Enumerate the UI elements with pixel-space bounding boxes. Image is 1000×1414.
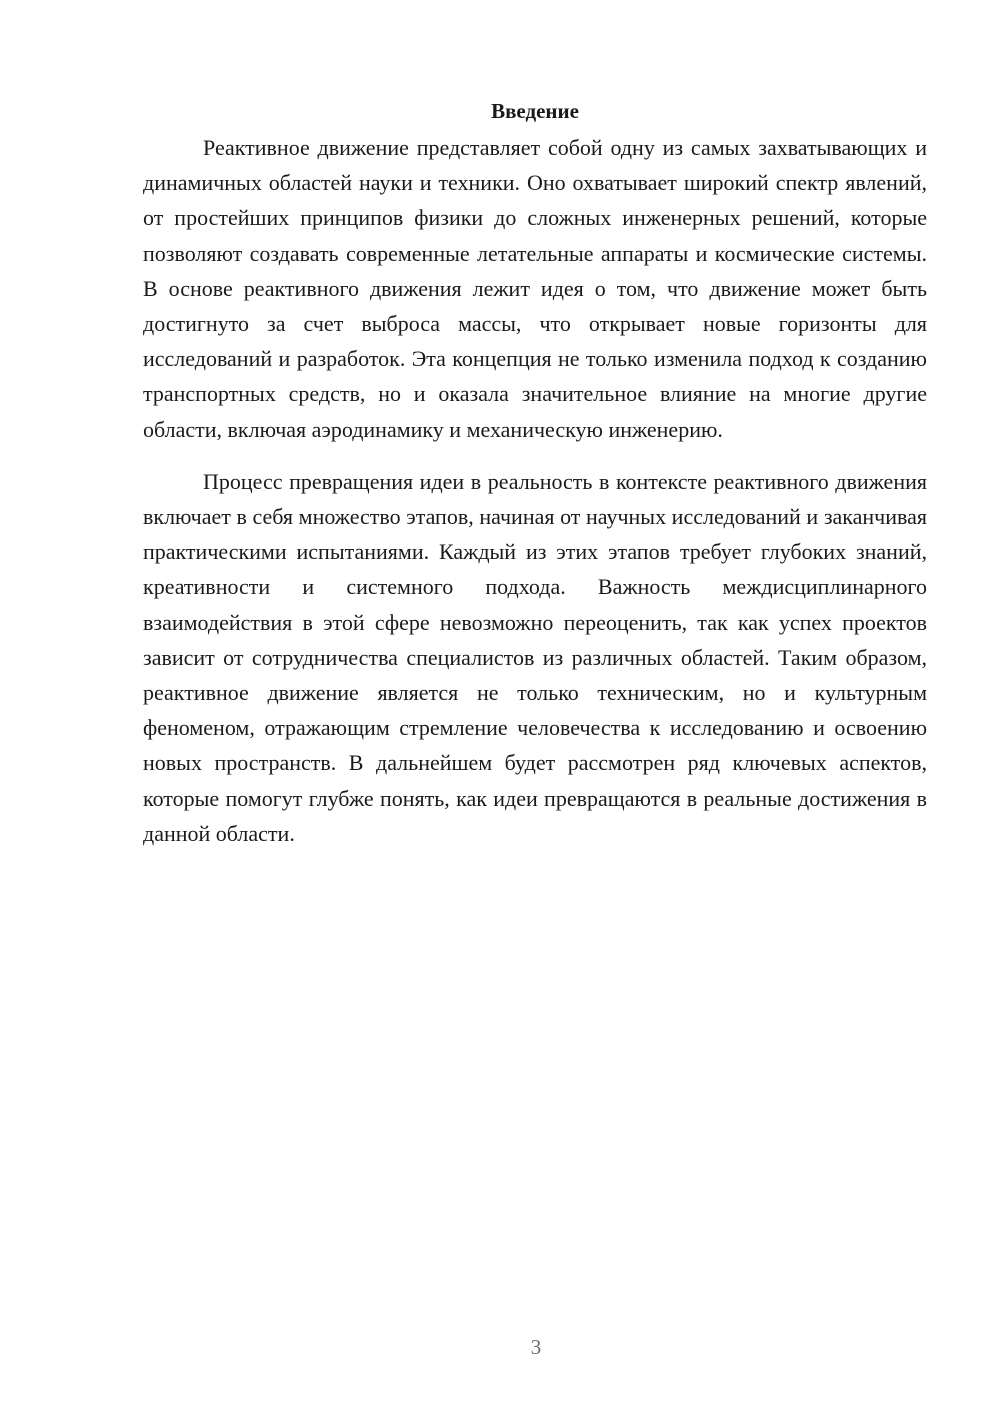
page-number: 3 xyxy=(530,1335,542,1359)
page-content xyxy=(143,96,927,851)
body-paragraph-1: Реактивное движение представляет собой одну из самых захватывающих и динамичных областей науки и техники. Оно охватывает широкий спектр явлений, от простейших принципов физики до сложных инженерных решений, которые позволяют создавать современные летательные аппараты и космические системы. В основе реактивного движения лежит идея о том, что движение может быть достигнуто за счет выброса массы, что открывает новые горизонты для исследований и разработок. Эта концепция не только изменила подход к созданию транспортных средств, но и оказала значительное влияние на многие другие области, включая аэродинамику и механическую инженерию. xyxy=(143,135,927,442)
section-title: Введение xyxy=(491,99,579,123)
body-paragraph-2: Процесс превращения идеи в реальность в контексте реактивного движения включает в себя множество этапов, начиная от научных исследований и заканчивая практическими испытаниями. Каждый из этих этапов требует глубоких знаний, креативности и системного подхода. Важность междисциплинарного взаимодействия в этой сфере невозможно переоценить, так как успех проектов зависит от сотрудничества специалистов из различных областей. Таким образом, реактивное движение является не только техническим, но и культурным феноменом, отражающим стремление человечества к исследованию и освоению новых пространств. В дальнейшем будет рассмотрен ряд ключевых аспектов, которые помогут глубже понять, как идеи превращаются в реальные достижения в данной области. xyxy=(143,468,927,846)
